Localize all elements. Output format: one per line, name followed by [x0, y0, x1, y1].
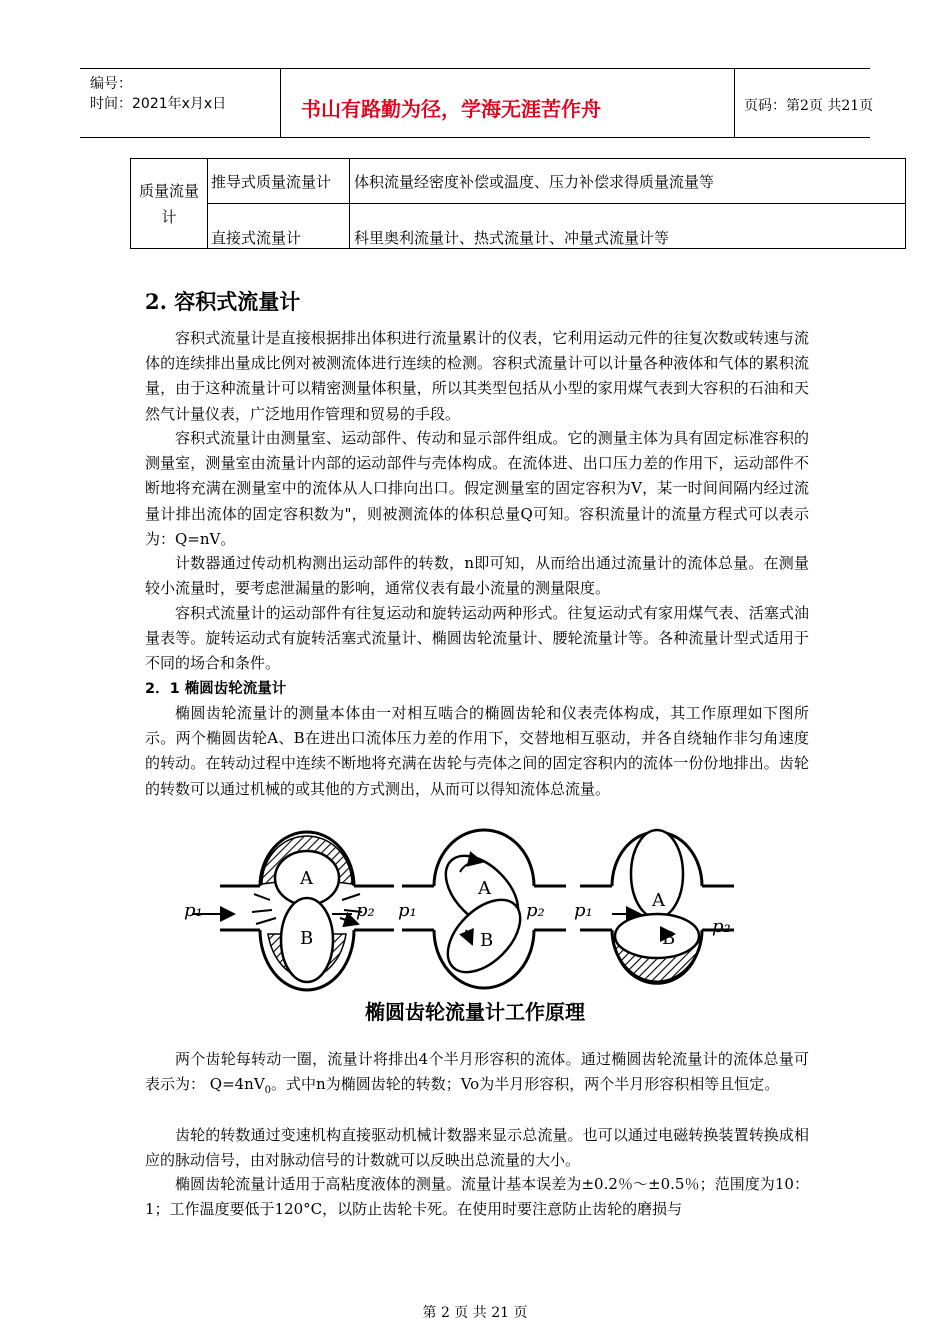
- header-motto: 书山有路勤为径，学海无涯苦作舟: [301, 97, 601, 121]
- table-type-cell: 推导式质量流量计: [208, 159, 350, 204]
- p1-label: p₁: [184, 900, 203, 921]
- gear-a-label: A: [652, 890, 665, 911]
- table-row: [131, 159, 906, 204]
- gear-b-label: B: [300, 928, 314, 949]
- group-label-line2: 计: [161, 207, 177, 226]
- table-desc-cell: 科里奥利流量计、热式流量计、冲量式流量计等: [350, 204, 906, 249]
- paragraph: 椭圆齿轮流量计的测量本体由一对相互啮合的椭圆齿轮和仪表壳体构成，其工作原理如下图所示。两个椭圆齿轮A、B在进出口流体压力差的作用下，交替地相互驱动，并各自绕轴作非匀角速度的转动。在转动过程中连续不断地将充满在齿轮与壳体之间的固定容积内的流体一份份地排出。齿轮的转数可以通过机械的或其他的方式测出，从而可以得知流体总流量。: [145, 704, 809, 798]
- table-row: [131, 204, 906, 249]
- group-label-line1: 质量流量: [138, 181, 199, 200]
- header-meta: [80, 69, 280, 137]
- header-page-cell: [734, 69, 874, 137]
- p1-label: p₁: [574, 900, 593, 921]
- paragraph: 容积式流量计是直接根据排出体积进行流量累计的仪表，它利用运动元件的往复次数或转速与流体的连续排出量成比例对被测流体进行连续的检测。容积式流量计可以计量各种液体和气体的累积流量，由于这种流量计可以精密测量体积量，所以其类型包括从小型的家用煤气表到大容积的石油和天然气计量仪表，广泛地用作管理和贸易的手段。: [145, 329, 809, 423]
- oval-gear-diagram: [182, 822, 756, 1018]
- gear-b-label: B: [480, 930, 494, 951]
- figure-caption: 椭圆齿轮流量计工作原理: [365, 1000, 585, 1024]
- table-desc-cell: 体积流量经密度补偿或温度、压力补偿求得质量流量等: [350, 159, 906, 204]
- paragraph: 计数器通过传动机构测出运动部件的转数，n即可知，从而给出通过流量计的流体总量。在测量较小流量时，要考虑泄漏量的影响，通常仪表有最小流量的测量限度。: [145, 554, 809, 598]
- gear-a-label: A: [478, 878, 491, 899]
- gear-b-label: B: [662, 928, 676, 949]
- paragraph: 椭圆齿轮流量计适用于高粘度液体的测量。流量计基本误差为±0.2％～±0.5％；范围度为10：1；工作温度要低于120°C，以防止齿轮卡死。在使用时要注意防止齿轮的磨损与: [145, 1175, 809, 1219]
- p2-label: p₂: [526, 900, 545, 921]
- p2-label: p₂: [712, 916, 731, 937]
- para2-text: 两个齿轮每转动一圈，流量计将排出4个半月形容积的流体。通过椭圆齿轮流量计的流体总量可表示为： Q=4nV: [145, 1050, 809, 1094]
- subsection-title: 2．1 椭圆齿轮流量计: [145, 681, 287, 697]
- paragraph: 容积式流量计由测量室、运动部件、传动和显示部件组成。它的测量主体为具有固定标准容积的测量室，测量室由流量计内部的运动部件与壳体构成。在流体进、出口压力差的作用下，运动部件不断地将充满在测量室中的流体从人口排向出口。假定测量室的固定容积为V，某一时间间隔内经过流量计排出流体的固定容积数为"，则被测流体的体积总量Q可知。容积流量计的流量方程式可以表示为：Q=nV。: [145, 429, 809, 548]
- paragraph: 容积式流量计的运动部件有往复运动和旋转运动两种形式。往复运动式有家用煤气表、活塞式油量表等。旋转运动式有旋转活塞式流量计、椭圆齿轮流量计、腰轮流量计等。各种流量计型式适用于不同的场合和条件。: [145, 604, 809, 673]
- table-group-cell: [131, 159, 208, 249]
- page-footer: 第 2 页 共 21 页: [422, 1305, 528, 1321]
- para2-subscript: 0: [264, 1085, 272, 1097]
- doc-code-label: 编号：: [90, 76, 132, 92]
- doc-date-label: 时间：2021年x月x日: [90, 96, 227, 112]
- p2-label: p₂: [356, 900, 375, 921]
- p1-label: p₁: [398, 900, 417, 921]
- flowmeter-class-table: [130, 158, 906, 249]
- header-motto-cell: [280, 69, 735, 137]
- para2-text-cont: 。式中n为椭圆齿轮的转数；Vo为半月形容积，两个半月形容积相等且恒定。: [271, 1075, 780, 1094]
- paragraph: [145, 1047, 809, 1103]
- table-type-cell: 直接式流量计: [208, 204, 350, 249]
- gear-a-label: A: [300, 868, 313, 889]
- section-title: 2. 容积式流量计: [145, 289, 301, 314]
- page-header: [80, 68, 874, 138]
- header-page-info: 页码：第2页 共21页: [744, 98, 874, 114]
- paragraph: 齿轮的转数通过变速机构直接驱动机械计数器来显示总流量。也可以通过电磁转换装置转换成相应的脉动信号，由对脉动信号的计数就可以反映出总流量的大小。: [145, 1126, 809, 1170]
